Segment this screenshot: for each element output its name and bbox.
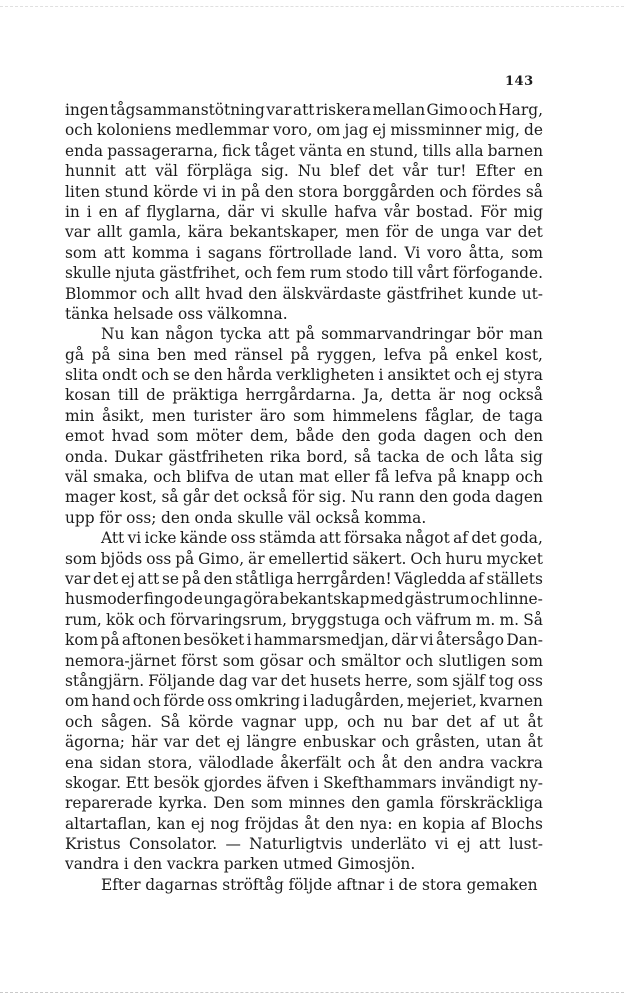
paragraph bbox=[65, 875, 543, 895]
text-line: gå på sina ben med ränsel på ryggen, lefva på enkel kost, bbox=[65, 345, 543, 364]
text-line: slita ondt och se den hårda verkligheten i ansiktet och ej styra bbox=[65, 366, 543, 385]
text-line: tänka helsade oss välkomna. bbox=[65, 304, 288, 323]
text-line: var allt gamla, kära bekantskaper, men för de unga var det bbox=[65, 223, 543, 242]
text-line: vandra i den vackra parken utmed Gimosjön. bbox=[65, 855, 416, 874]
text-line: Blommor och allt hvad den älskvärdaste gästfrihet kunde ut- bbox=[65, 284, 543, 303]
text-line: skogar. Ett besök gjordes äfven i Skefthammars invändigt ny- bbox=[65, 773, 543, 792]
text-line: nemora-järnet först som gösar och smältor och slutligen som bbox=[65, 651, 543, 670]
text-line: ena sidan stora, välodlade åkerfält och åt den andra vackra bbox=[65, 753, 543, 772]
top-edge-rule bbox=[0, 6, 624, 7]
text-line: Efter dagarnas ströftåg följde aftnar i de stora gemaken bbox=[101, 875, 538, 894]
text-line: Kristus Consolator. — Naturligtvis underläto vi ej att lust- bbox=[65, 835, 543, 854]
paragraph bbox=[65, 100, 543, 324]
paragraph bbox=[65, 324, 543, 528]
text-line: in i en af flyglarna, där vi skulle hafva vår bostad. För mig bbox=[65, 202, 543, 221]
text-line: kosan till de präktiga herrgårdarna. Ja, detta är nog också bbox=[65, 386, 543, 405]
text-line: Nu kan någon tycka att på sommarvandringar bör man bbox=[101, 325, 543, 344]
text-line: upp för oss; den onda skulle väl också komma. bbox=[65, 508, 427, 527]
page-number: 143 bbox=[505, 74, 534, 89]
text-line: var det ej att se på den ståtliga herrgården! Vägledda af ställets bbox=[65, 569, 543, 588]
text-line: altartaflan, kan ej nog fröjdas åt den nya: en kopia af Blochs bbox=[65, 814, 543, 833]
text-line: stångjärn. Följande dag var det husets herre, som själf tog oss bbox=[65, 671, 543, 690]
text-line: husmoder fingo de unga göra bekantskap med gästrum och linne- bbox=[65, 590, 543, 609]
text-line: hunnit att väl förpläga sig. Nu blef det vår tur! Efter en bbox=[65, 162, 543, 181]
text-line: liten stund körde vi in på den stora borggården och fördes så bbox=[65, 182, 543, 201]
text-line: reparerade kyrka. Den som minnes den gamla förskräckliga bbox=[65, 794, 543, 813]
text-line: som bjöds oss på Gimo, är emellertid säkert. Och huru mycket bbox=[65, 549, 543, 568]
text-line: Att vi icke kände oss stämda att försaka något af det goda, bbox=[101, 529, 543, 548]
text-line: om hand och förde oss omkring i ladugården, mejeriet, kvarnen bbox=[65, 692, 543, 711]
text-line: min åsikt, men turister äro som himmelens fåglar, de taga bbox=[65, 406, 543, 425]
text-line: kom på aftonen besöket i hammarsmedjan, där vi återsågo Dan- bbox=[65, 631, 543, 650]
text-line: och sågen. Så körde vagnar upp, och nu bar det af ut åt bbox=[65, 712, 543, 731]
paragraph bbox=[65, 528, 543, 875]
text-line: ingen tågsammanstötning var att riskera mellan Gimo och Harg, bbox=[65, 101, 543, 119]
text-line: ägorna; här var det ej längre enbuskar och gråsten, utan åt bbox=[65, 733, 543, 752]
text-line: enda passagerarna, fick tåget vänta en stund, tills alla barnen bbox=[65, 141, 543, 160]
text-line: onda. Dukar gästfriheten rika bord, så tacka de och låta sig bbox=[65, 447, 543, 466]
text-line: emot hvad som möter dem, både den goda dagen och den bbox=[65, 427, 543, 446]
text-line: och koloniens medlemmar voro, om jag ej missminner mig, de bbox=[65, 121, 543, 140]
text-line: mager kost, så går det också för sig. Nu rann den goda dagen bbox=[65, 488, 543, 507]
text-line: rum, kök och förvaringsrum, bryggstuga och väfrum m. m. Så bbox=[65, 610, 543, 629]
body-text bbox=[65, 100, 543, 895]
text-line: som att komma i sagans förtrollade land. Vi voro åtta, som bbox=[65, 243, 543, 262]
bottom-edge-rule bbox=[0, 992, 624, 993]
text-line: väl smaka, och blifva de utan mat eller få lefva på knapp och bbox=[65, 468, 543, 487]
text-line: skulle njuta gästfrihet, och fem rum stodo till vårt förfogande. bbox=[65, 264, 543, 283]
